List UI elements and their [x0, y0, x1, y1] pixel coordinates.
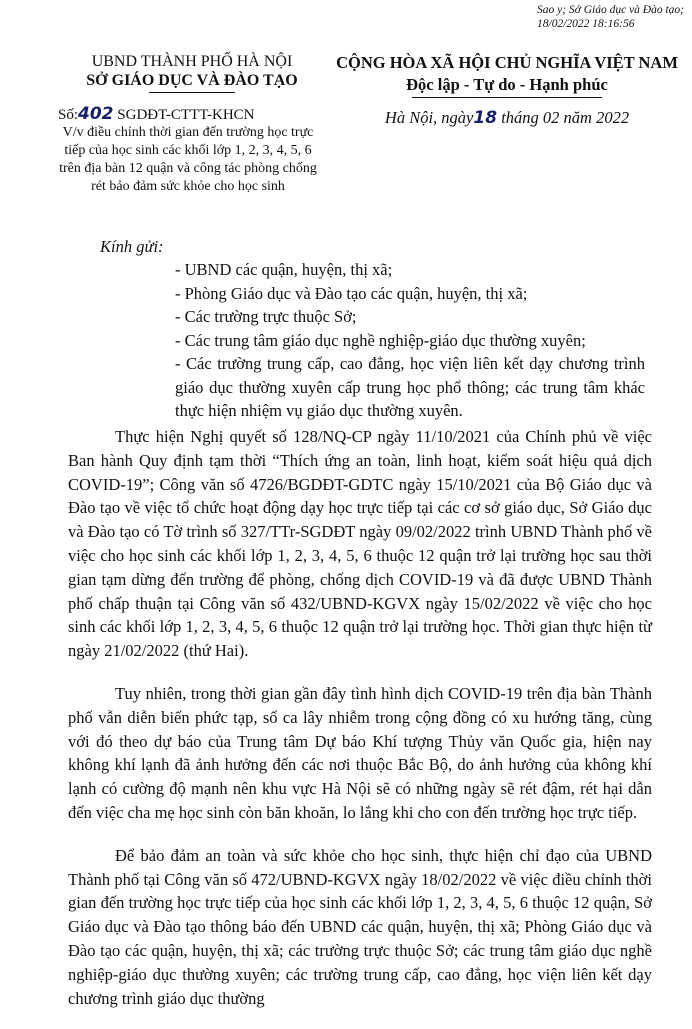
date-line — [326, 108, 688, 128]
copy-stamp — [537, 3, 684, 31]
document-subject: V/v điều chỉnh thời gian đến trường học trực tiếp của học sinh các khối lớp 1, 2, 3, 4, 5, 6 trên địa bàn 12 quận và công tác phòng chống rét bảo đảm sức khỏe cho học sinh — [59, 125, 317, 194]
body-paragraph: Thực hiện Nghị quyết số 128/NQ-CP ngày 11/10/2021 của Chính phủ về việc Ban hành Quy định tạm thời “Thích ứng an toàn, linh hoạt, kiểm soát hiệu quả dịch COVID-19”; Công văn số 4726/BGDĐT-GDTC ngày 15/10/2021 của Bộ Giáo dục và Đào tạo về việc tổ chức hoạt động dạy học trực tiếp tại các cơ sở giáo dục, Sở Giáo dục và Đào tạo có Tờ trình số 327/TTr-SGDĐT ngày 09/02/2022 trình UBND Thành phố về việc cho học sinh các khối lớp 1, 2, 3, 4, 5, 6 thuộc 12 quận trở lại trường học sau thời gian tạm dừng đến trường để phòng, chống dịch COVID-19 và đã được UBND Thành phố chấp thuận tại Công văn số 432/UBND-KGVX ngày 15/02/2022 về việc cho học sinh các khối lớp 1, 2, 3, 4, 5, 6 thuộc 12 quận trở lại trường học. Thời gian thực hiện từ ngày 21/02/2022 (thứ Hai). — [68, 427, 652, 661]
date-suffix: tháng 02 năm 2022 — [501, 108, 630, 127]
recipient-item: - Phòng Giáo dục và Đào tạo các quận, huyện, thị xã; — [175, 283, 528, 303]
org-name: SỞ GIÁO DỤC VÀ ĐÀO TẠO — [86, 72, 298, 89]
handwritten-number: 402 — [78, 104, 114, 124]
recipient-item: - UBND các quận, huyện, thị xã; — [175, 260, 393, 279]
issuing-authority — [52, 52, 332, 93]
number-prefix: Số: — [58, 107, 79, 123]
recipient-item: - Các trường trực thuộc Sở; — [175, 307, 357, 326]
recipient-item: - Các trường trung cấp, cao đẳng, học viện liên kết dạy chương trình giáo dục thường xuyên cấp trung học phổ thông; các trung tâm khác thực hiện nhiệm vụ giáo dục thường xuyên. — [175, 354, 645, 420]
document-body — [68, 425, 652, 1029]
number-suffix: SGDĐT-CTTT-KHCN — [117, 107, 255, 123]
national-motto: Độc lập - Tự do - Hạnh phúc — [406, 75, 608, 94]
copy-stamp-source: Sao y; Sở Giáo dục và Đào tạo; — [537, 4, 684, 16]
document-number — [58, 105, 320, 124]
copy-stamp-datetime: 18/02/2022 18:16:56 — [537, 18, 635, 30]
handwritten-day: 18 — [473, 108, 498, 128]
date-prefix: Hà Nội, ngày — [384, 108, 474, 127]
nation-title: CỘNG HÒA XÃ HỘI CHỦ NGHĨA VIỆT NAM — [336, 53, 678, 72]
recipient-item: - Các trung tâm giáo dục nghề nghiệp-giáo dục thường xuyên; — [175, 330, 586, 350]
body-paragraph: Tuy nhiên, trong thời gian gần đây tình hình dịch COVID-19 trên địa bàn Thành phố vẫn diễn biến phức tạp, số ca lây nhiễm trong cộng đồng có xu hướng tăng, cùng với đó theo dự báo của Trung tâm Dự báo Khí tượng Thủy văn Quốc gia, hiện nay không khí lạnh đã ảnh hưởng đến các nơi thuộc Bắc Bộ, do ảnh hưởng của không khí lạnh có cường độ mạnh nên khu vực Hà Nội sẽ có những ngày sẽ rét đậm, rét hại dẫn đến việc cha mẹ học sinh còn băn khoăn, lo lắng khi cho con đến trường học trực tiếp. — [68, 683, 652, 822]
org-parent: UBND THÀNH PHỐ HÀ NỘI — [91, 53, 293, 70]
org-underline — [149, 92, 235, 93]
salutation: Kính gửi: — [100, 237, 164, 256]
national-header — [326, 52, 688, 98]
body-paragraph: Để bảo đảm an toàn và sức khỏe cho học sinh, thực hiện chỉ đạo của UBND Thành phố tại Công văn số 472/UBND-KGVX ngày 18/02/2022 về việc điều chỉnh thời gian đến trường học trực tiếp của học sinh các khối lớp 1, 2, 3, 4, 5, 6 thuộc 12 quận, Sở Giáo dục và Đào tạo thông báo đến UBND các quận, huyện, thị xã; Phòng Giáo dục và Đào tạo các quận, huyện, thị xã; các trường trực thuộc Sở; các trung tâm giáo dục nghề nghiệp-giáo dục thường xuyên; các trường trung cấp, cao đẳng, học viện liên kết dạy chương trình giáo dục thường — [68, 845, 652, 1008]
recipient-list — [175, 258, 645, 423]
motto-underline — [412, 97, 602, 98]
